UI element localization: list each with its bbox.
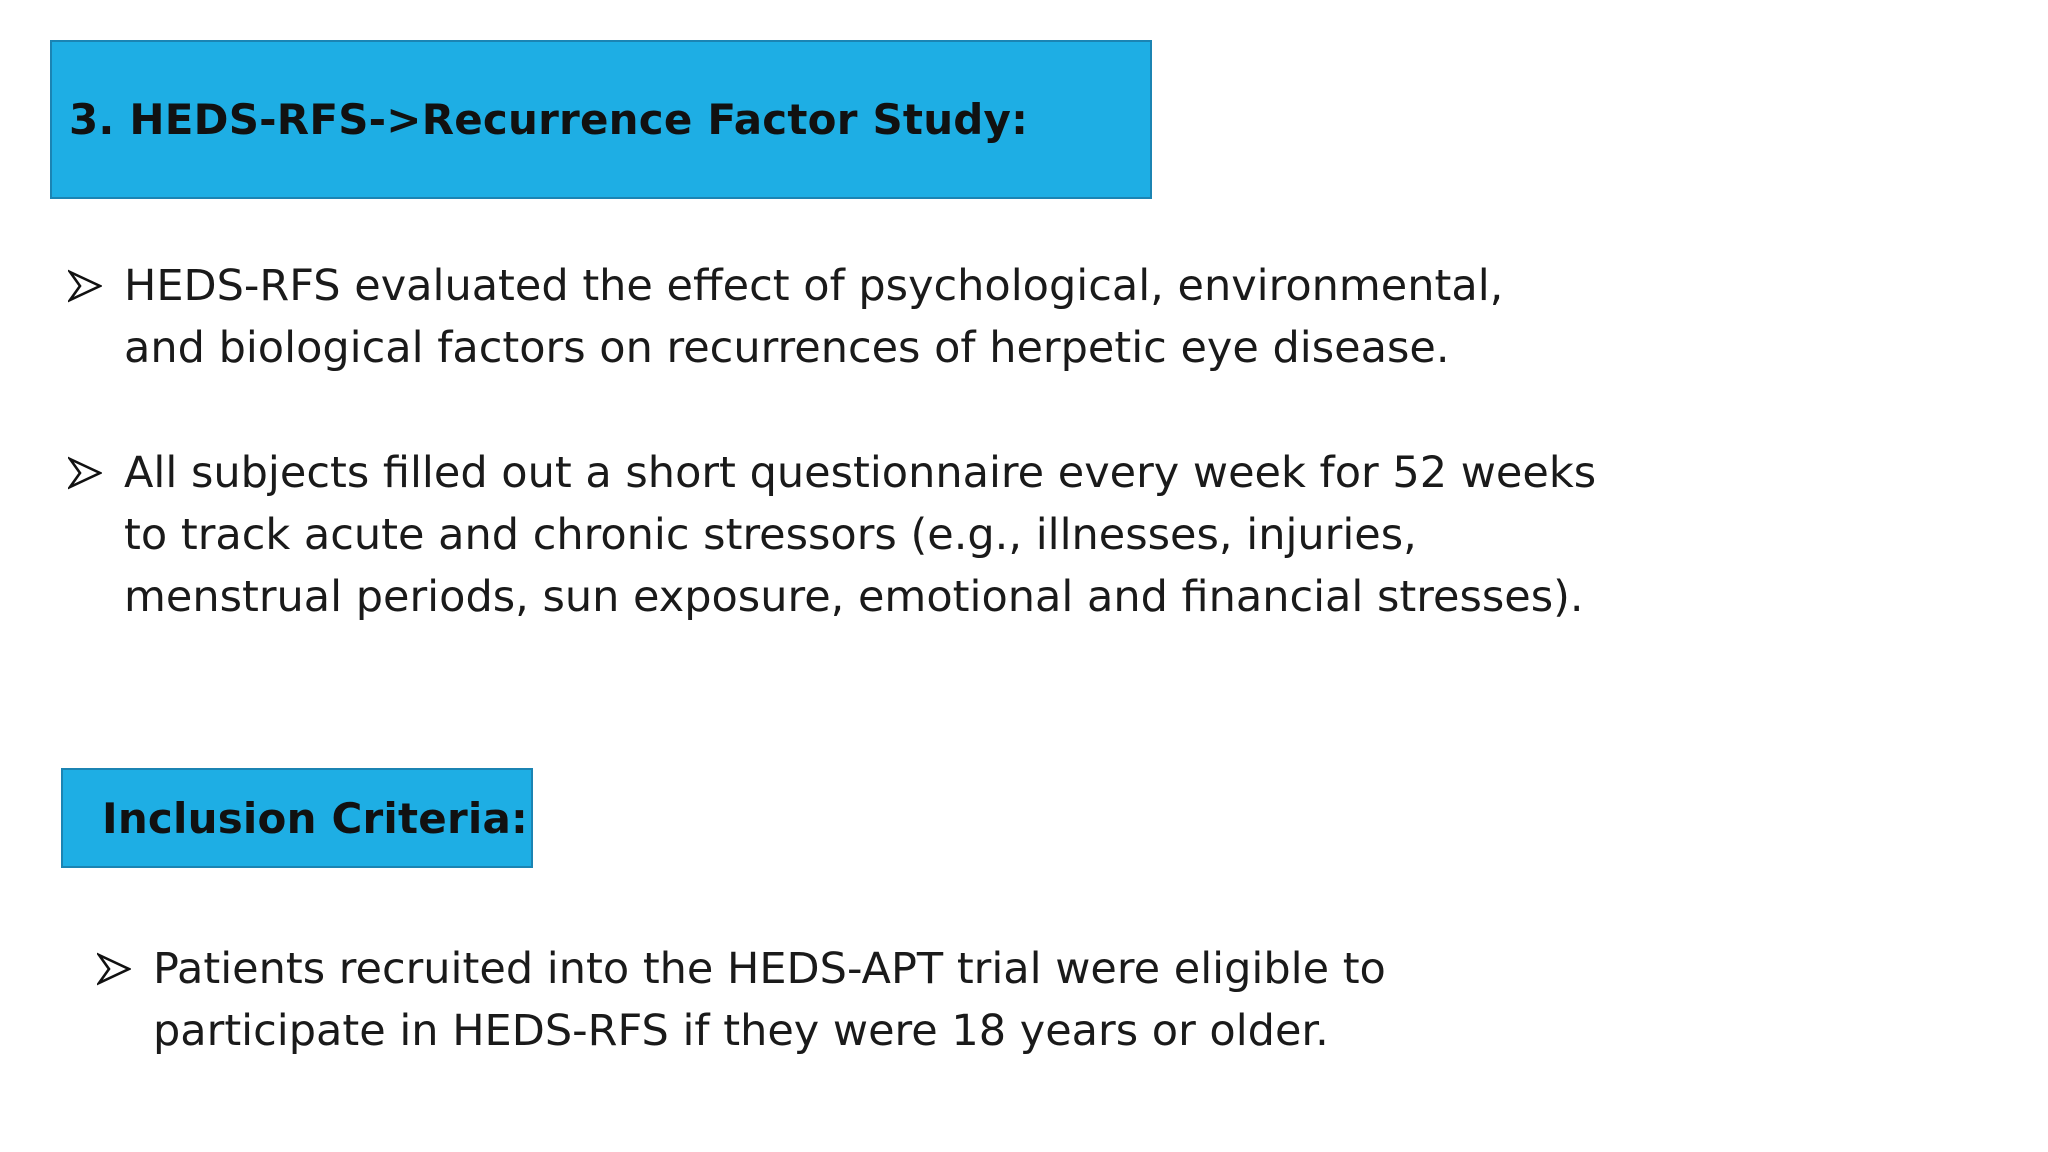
arrow-bullet-icon [68, 442, 124, 504]
arrow-bullet-icon [97, 938, 153, 1000]
bullet-text: HEDS-RFS evaluated the effect of psychological, environmental, and biological factors on recurrences of herpetic eye disease. [124, 261, 1504, 373]
slide-title: 3. HEDS-RFS->Recurrence Factor Study: [69, 95, 1029, 144]
bullet-text: All subjects filled out a short questionnaire every week for 52 weeks to track acute and chronic stressors (e.g., illnesses, injuries, menstrual periods, sun exposure, emotional and financial stresses). [124, 448, 1597, 622]
bullet-item [68, 255, 1588, 379]
inclusion-criteria-banner [61, 768, 533, 868]
bullet-item [68, 442, 1628, 628]
inclusion-criteria-heading: Inclusion Criteria: [102, 793, 529, 843]
bullet-text: Patients recruited into the HEDS-APT trial were eligible to participate in HEDS-RFS if they were 18 years or older. [153, 944, 1386, 1056]
title-banner [50, 40, 1152, 199]
bullet-item [97, 938, 1617, 1062]
arrow-bullet-icon [68, 255, 124, 317]
